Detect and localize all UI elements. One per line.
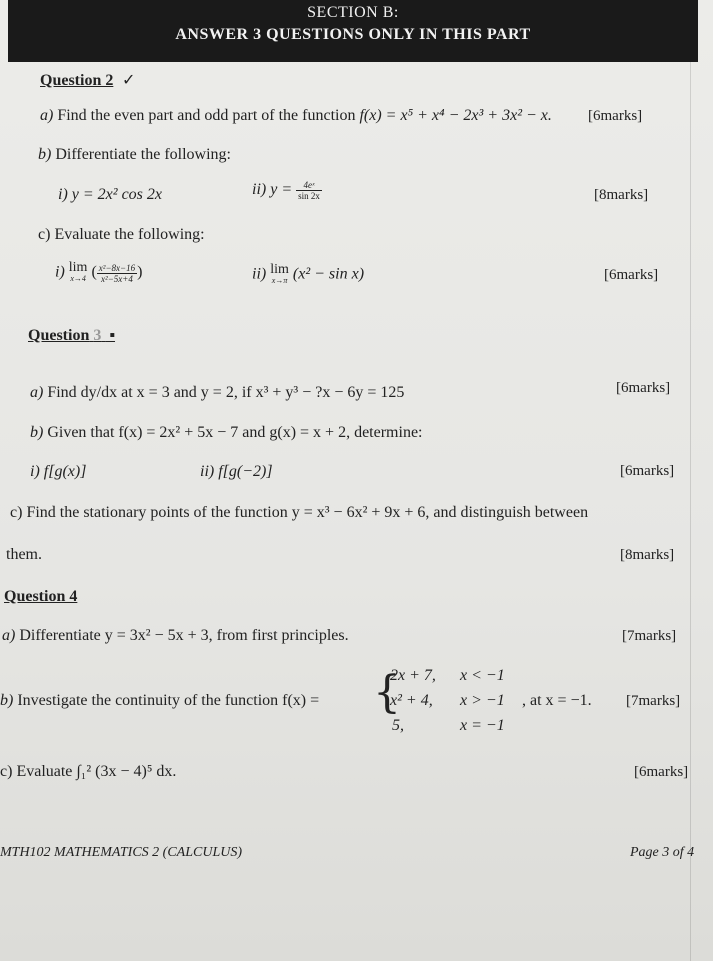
q2a-marks: [6marks]	[588, 108, 643, 124]
q2c-i-denominator: x²−5x+4	[101, 273, 133, 284]
q2c-ii-expr: (x² − sin x)	[292, 265, 365, 283]
q3b-i-label: i)	[30, 463, 40, 480]
q2a-text: Find the even part and odd part of the function	[57, 107, 356, 124]
q2a-function: f(x) = x⁵ + x⁴ − 2x³ + 3x² − x.	[359, 107, 552, 124]
q4b-text: Investigate the continuity of the function f(x) =	[17, 692, 320, 709]
footer-course: MTH102 MATHEMATICS 2 (CALCULUS)	[0, 845, 243, 860]
exam-page: SECTION B: ANSWER 3 QUESTIONS ONLY IN THIS PART Question 2 ✓ a) Find the even part and odd part of the function f(x) = x⁵ + x⁴ − 2x³ + 3x² − x. [6marks] b) Differentiate the following: i) y = 2x² cos 2x ii) y = $\frac{\text{4eˣ}}{\sin 2x}$ [8marks] c) Evaluate the following: i) lim x→4 ( $\frac{\text{x²−8x−16}}{\text{x²−5x+4}}$ ) ii) lim x→π (x² − sin x) [6marks] Question 3 ▪ a) Find dy/dx at x = 3 and y = 2, if x³ + y³ − ?x − 6y = 125 [6marks] b) Given that f(x) = 2x² + 5x − 7 and g(x) = x + 2, determine: i) f[g(x)] ii) f[g(−2)] [6marks] c) Find the stationary points of the function y = x³ − 6x² + 9x + 6, and distinguish between them. [8marks] Question 4 a) Differentiate y = 3x² − 5x + 3, from first principles. [7marks] 2x + 7, x < −1 b) Investigate the continuity of the function f(x) = { x² + 4, x > −1 , at x = −1. [7marks] 5, x = −1 c) Evaluate ∫₁² (3x − 4)⁵ dx. [6marks] MTH102 MATHEMATICS 2 (CALCULUS) Page 3 of 4	[0, 0, 713, 961]
q2c-ii-lim-sub: x→π	[271, 276, 288, 285]
q4c-marks: [6marks]	[634, 764, 689, 780]
paper-fold	[690, 0, 691, 961]
q2c-i-fraction	[97, 263, 137, 284]
q4a-text: Differentiate y = 3x² − 5x + 3, from first principles.	[19, 627, 349, 644]
q4b-case1-expr: 2x + 7,	[390, 667, 436, 684]
footer-page-number: Page 3 of 4	[630, 845, 695, 860]
section-instruction: ANSWER 3 QUESTIONS ONLY IN THIS PART	[175, 26, 531, 43]
q2c-ii-limit	[270, 264, 289, 286]
q2b-ii-label: ii)	[252, 181, 267, 199]
q2b-ii-lhs: y =	[270, 181, 293, 199]
q4b-marks: [7marks]	[626, 693, 681, 709]
q4b-label: b)	[0, 692, 14, 709]
q4b-tail: , at x = −1.	[522, 692, 592, 709]
q2c-ii-lim-word: lim	[270, 262, 289, 277]
q2c-ii-label: ii)	[252, 265, 267, 283]
q2b-i-expr: y = 2x² cos 2x	[71, 186, 163, 203]
q3c-label: c)	[10, 504, 23, 521]
q3b-label: b)	[30, 424, 44, 441]
q2b-label: b)	[38, 146, 52, 163]
q3b-ii-label: ii)	[200, 463, 215, 480]
section-header	[8, 0, 698, 62]
q2b-i-label: i)	[58, 186, 68, 203]
q4b-case3-expr: 5,	[392, 717, 404, 734]
question-2-title: Question 2	[40, 72, 114, 89]
q4a-label: a)	[2, 627, 16, 644]
q2c-i-label: i)	[55, 263, 65, 281]
q3b-text: Given that f(x) = 2x² + 5x − 7 and g(x) = x + 2, determine:	[47, 424, 423, 441]
q2c-text: Evaluate the following:	[54, 226, 205, 243]
q2a-label: a)	[40, 107, 54, 124]
q3c-text: Find the stationary points of the function y = x³ − 6x² + 9x + 6, and distinguish between	[26, 504, 589, 521]
q2c-i-lim-word: lim	[68, 260, 88, 275]
q2c-label: c)	[38, 226, 51, 243]
q2c-marks: [6marks]	[604, 267, 659, 283]
q3b-i-expr: f[g(x)]	[43, 463, 87, 480]
question-3-number: 3	[93, 327, 102, 344]
q3a-marks: [6marks]	[616, 380, 671, 396]
q3c-marks: [8marks]	[620, 547, 675, 563]
q4b-case1-cond: x < −1	[460, 667, 505, 684]
q4b-case3-cond: x = −1	[460, 717, 505, 734]
q3a-label: a)	[30, 384, 44, 401]
q4a-marks: [7marks]	[622, 628, 677, 644]
q2c-i-numerator: x²−8x−16	[98, 262, 136, 273]
q4c-text: Evaluate ∫₁² (3x − 4)⁵ dx.	[16, 763, 177, 780]
q3b-marks: [6marks]	[620, 463, 675, 479]
q2b-ii-numerator: 4eˣ	[296, 180, 322, 191]
q2b-marks: [8marks]	[594, 187, 649, 203]
q2c-i-lim-sub: x→4	[70, 274, 86, 283]
q2b-ii-fraction	[296, 180, 322, 201]
question-3-title: Question	[28, 327, 90, 344]
q3a-text: Find dy/dx at x = 3 and y = 2, if x³ + y³ − ?x − 6y = 125	[47, 384, 405, 401]
q3c-text-cont: them.	[6, 546, 42, 563]
q4b-case2-cond: x > −1	[460, 692, 505, 709]
question-4-title: Question 4	[4, 588, 78, 605]
q2b-ii-denominator: sin 2x	[298, 191, 320, 201]
tick-mark: ✓	[122, 72, 136, 89]
piecewise-brace: {	[373, 667, 401, 718]
q4b-case2-expr: x² + 4,	[390, 692, 433, 709]
q4c-label: c)	[0, 763, 13, 780]
section-title: SECTION B:	[307, 4, 399, 21]
q2b-text: Differentiate the following:	[55, 146, 231, 163]
q2c-i-limit	[69, 262, 88, 284]
q3b-ii-expr: f[g(−2)]	[218, 463, 273, 480]
